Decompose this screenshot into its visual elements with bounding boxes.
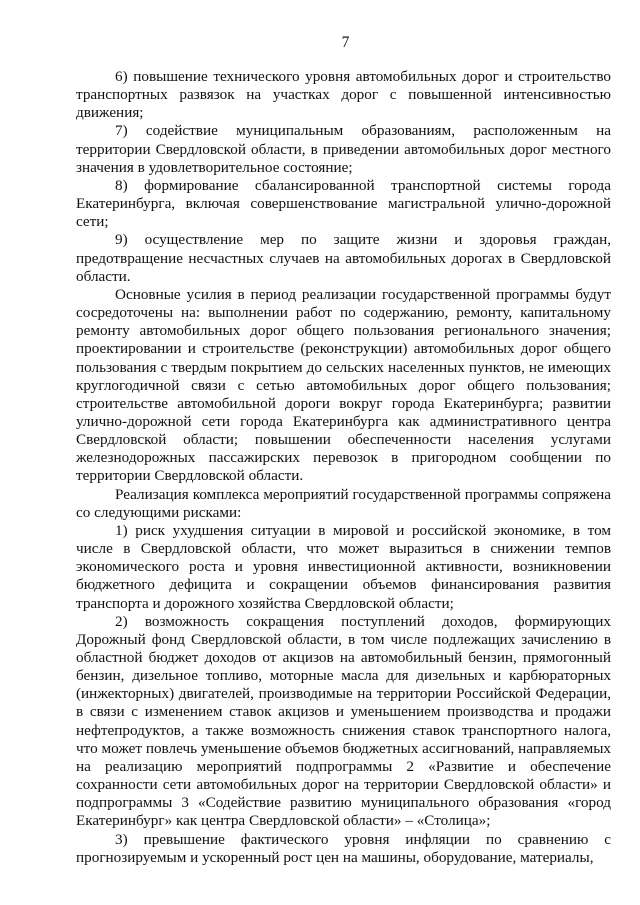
document-body [76,68,611,867]
paragraph-risks-intro: Реализация комплекса мероприятий государственной программы сопряжена со следующими рисками: [76,485,611,521]
paragraph-risk-1: 1) риск ухудшения ситуации в мировой и российской экономике, в том числе в Свердловской области, что может выразиться в снижении темпов экономического роста и уровня инвестиционной активности, возникновении бюджетного дефицита и сокращении объемов финансирования развития транспорта и дорожного хозяйства Свердловской области; [76,521,611,612]
paragraph-goal-9: 9) осуществление мер по защите жизни и здоровья граждан, предотвращение несчастных случаев на автомобильных дорогах в Свердловской области. [76,231,611,285]
paragraph-risk-3: 3) превышение фактического уровня инфляции по сравнению с прогнозируемым и ускоренный рост цен на машины, оборудование, материалы, [76,830,611,866]
page-number: 7 [341,34,350,51]
paragraph-main-efforts: Основные усилия в период реализации государственной программы будут сосредоточены на: выполнении работ по содержанию, ремонту, капитальному ремонту автомобильных дорог общего пользования регионального значения; проектировании и строительстве (реконструкции) автомобильных дорог общего пользования с твердым покрытием до сельских населенных пунктов, не имеющих круглогодичной связи с сетью автомобильных дорог общего пользования; строительстве автомобильной дороги вокруг города Екатеринбурга; развитии улично-дорожной сети города Екатеринбурга как административного центра Свердловской области; повышении обеспеченности населения услугами железнодорожных пассажирских перевозок в пригородном сообщении по территории Свердловской области. [76,285,611,485]
paragraph-risk-2: 2) возможность сокращения поступлений доходов, формирующих Дорожный фонд Свердловской области, в том числе подлежащих зачислению в областной бюджет доходов от акцизов на автомобильный бензин, прямогонный бензин, дизельное топливо, моторные масла для дизельных и карбюраторных (инжекторных) двигателей, производимые на территории Российской Федерации, в связи с изменением ставок акцизов и уменьшением производства и продажи нефтепродуктов, а также возможность снижения ставок транспортного налога, что может повлечь уменьшение объемов бюджетных ассигнований, направляемых на реализацию мероприятий подпрограммы 2 «Развитие и обеспечение сохранности сети автомобильных дорог на территории Свердловской области» и подпрограммы 3 «Содействие развитию муниципального образования «город Екатеринбург» как центра Свердловской области» – «Столица»; [76,612,611,830]
paragraph-goal-7: 7) содействие муниципальным образованиям, расположенным на территории Свердловской области, в приведении автомобильных дорог местного значения в удовлетворительное состояние; [76,122,611,176]
paragraph-goal-8: 8) формирование сбалансированной транспортной системы города Екатеринбурга, включая совершенствование магистральной улично-дорожной сети; [76,176,611,231]
paragraph-goal-6: 6) повышение технического уровня автомобильных дорог и строительство транспортных развязок на участках дорог с повышенной интенсивностью движения; [76,68,611,122]
